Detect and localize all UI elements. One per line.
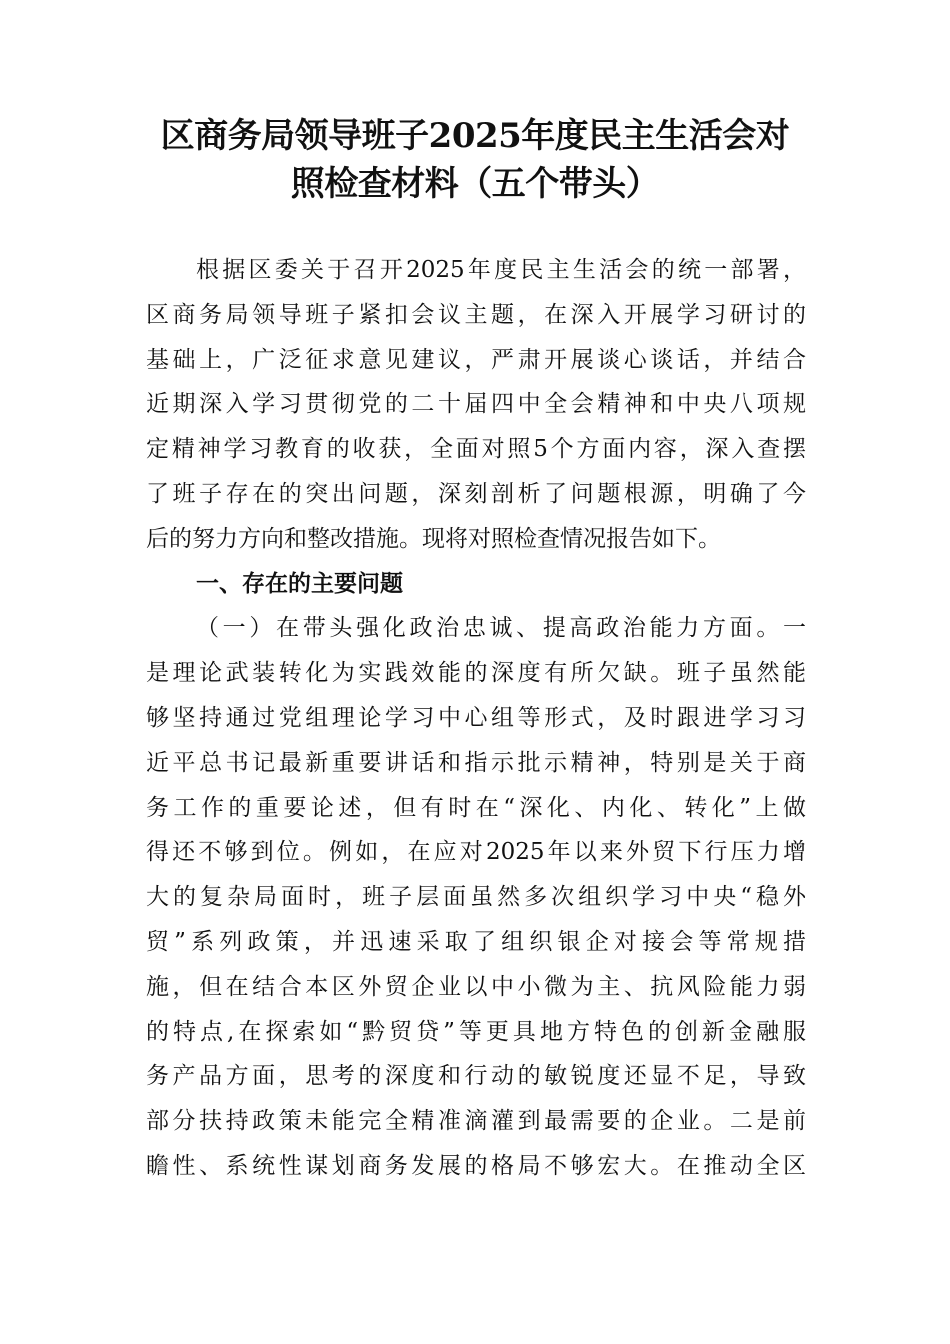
text-line: 施，但在结合本区外贸企业以中小微为主、抗风险能力弱 — [146, 973, 806, 1000]
document-title — [140, 112, 810, 208]
text-line: 瞻性、系统性谋划商务发展的格局不够宏大。在推动全区 — [146, 1152, 806, 1179]
text-line: 定精神学习教育的收获，全面对照5个方面内容，深入查摆 — [146, 436, 806, 463]
text-line: 够坚持通过党组理论学习中心组等形式，及时跟进学习习 — [146, 704, 806, 731]
text-line: 后的努力方向和整改措施。现将对照检查情况报告如下。 — [146, 525, 721, 552]
text-line: 部分扶持政策未能完全精准滴灌到最需要的企业。二是前 — [146, 1108, 806, 1135]
text-line: 的特点,在探索如“黔贸贷”等更具地方特色的创新金融服 — [146, 1018, 806, 1045]
text-line: 务工作的重要论述，但有时在“深化、内化、转化”上做 — [146, 794, 806, 821]
text-line: 根据区委关于召开2025年度民主生活会的统一部署， — [196, 257, 806, 283]
text-line: 区商务局领导班子紧扣会议主题，在深入开展学习研讨的 — [146, 301, 806, 328]
text-line: 近期深入学习贯彻党的二十届四中全会精神和中央八项规 — [146, 391, 806, 418]
title-line-1: 区商务局领导班子2025年度民主生活会对 — [160, 116, 790, 156]
text-line: 基础上，广泛征求意见建议，严肃开展谈心谈话，并结合 — [146, 346, 806, 373]
text-line: （一）在带头强化政治忠诚、提高政治能力方面。一 — [196, 615, 806, 642]
section-1-paragraph — [146, 606, 806, 1188]
section-heading: 一、存在的主要问题 — [196, 570, 403, 597]
text-line: 得还不够到位。例如，在应对2025年以来外贸下行压力增 — [146, 839, 806, 866]
text-line: 大的复杂局面时，班子层面虽然多次组织学习中央“稳外 — [146, 884, 806, 911]
title-line-2: 照检查材料（五个带头） — [290, 164, 660, 204]
text-line: 是理论武装转化为实践效能的深度有所欠缺。班子虽然能 — [146, 660, 806, 687]
text-line: 了班子存在的突出问题，深刻剖析了问题根源，明确了今 — [146, 480, 806, 507]
text-line: 贸”系列政策，并迅速采取了组织银企对接会等常规措 — [146, 928, 806, 955]
intro-paragraph — [146, 248, 806, 562]
text-line: 务产品方面，思考的深度和行动的敏锐度还显不足，导致 — [146, 1063, 806, 1090]
text-line: 近平总书记最新重要讲话和指示批示精神，特别是关于商 — [146, 749, 806, 776]
document-body — [146, 248, 806, 1189]
